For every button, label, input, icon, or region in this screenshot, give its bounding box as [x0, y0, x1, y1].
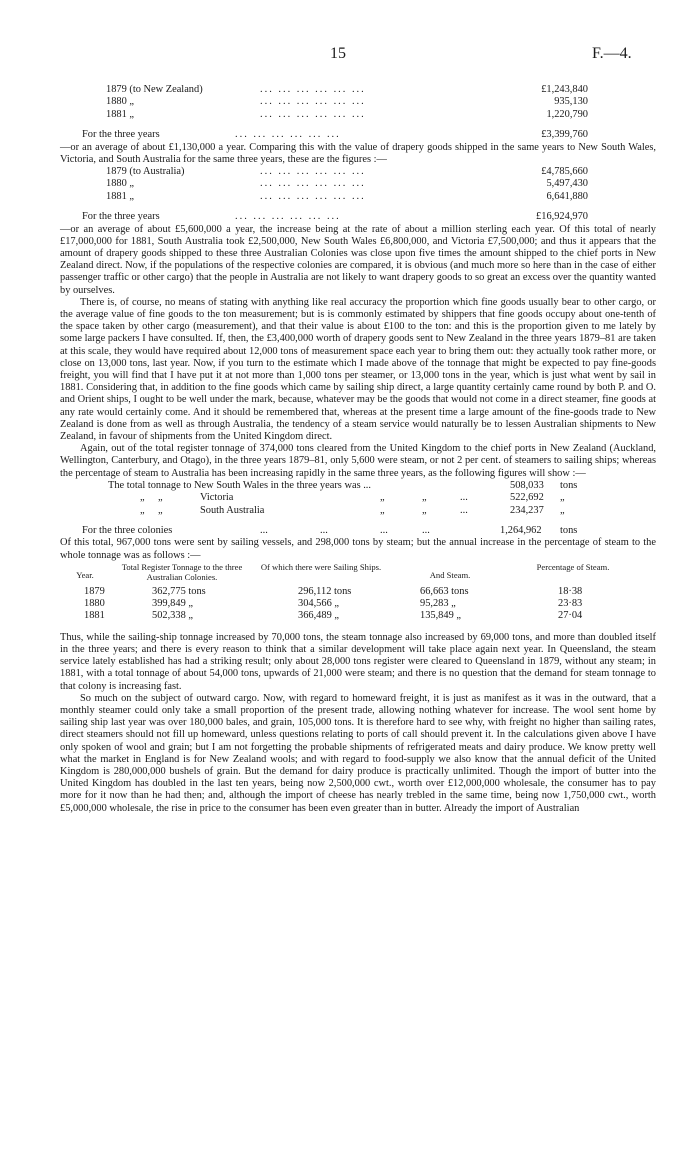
- table-total-row: For the three years ... ... ... ... ... ... £3,399,760: [82, 129, 588, 141]
- table-total-row: For the three years ... ... ... ... ... ... £16,924,970: [82, 211, 588, 223]
- table-row: 1881 502,338 „ 366,489 „ 135,849 „ 27·04: [84, 609, 583, 621]
- table-row: 1881 „ ... ... ... ... ... ... 6,641,880: [106, 190, 588, 202]
- table-row: 1881 „ ... ... ... ... ... ... 1,220,790: [106, 108, 588, 120]
- paragraph: So much on the subject of outward cargo. Now, with regard to homeward freight, it is just as manifest as it was in the outward, that a monthly steamer could only take a small proportion of the present trade, allowing nothing whatever for increase. The wool sent home by sailing ship last year was over 180,000 bales, and grain, 105,000 tons. It is therefore hard to see why, with freight no higher than sailing rates, direct steamers should not fill up homeward, unless questions relating to ports of call should prevent it. In the calculations given above I have only spoken of wool and grain; but I am not forgetting the probable shipments of refrigerated meats and dairy produce. We know pretty well what the market in England is for New Zealand wools; and with regard to food-supply we also know that the annual deficit of the United Kingdom is 280,000,000 bushels of grain. But the demand for dairy produce is practically unlimited. Though the import of butter into the United Kingdom has doubled in the last ten years, being now 2,500,000 cwt., worth over £12,000,000 wholesale, the consumer has to pay more for it now than he had then; and, although the import of cheese has nearly trebled in the same time, being now 1,750,000 cwt., worth £5,000,000 wholesale, the rise in price to the consumer has been even greater than in butter. Already the import of Australian: [60, 692, 656, 814]
- paragraph: Thus, while the sailing-ship tonnage increased by 70,000 tons, the steam tonnage also increased by 69,000 tons, and more than doubled itself in the three years; and there is every reason to think that a similar development will take place again next year. In Queensland, the steam service lately established has had a striking result; only about 28,000 tons register were cleared to Queensland in 1879, without any steam; in 1881, with a total tonnage of about 54,000 tons, upwards of 21,000 were steam; and there is no question that the demand for steam tonnage to that colony is increasing fast.: [60, 631, 656, 692]
- paragraph: Again, out of the total register tonnage of 374,000 tons cleared from the United Kingdom to the chief ports in New Zealand (Auckland, Wellington, Canterbury, and Otago), in the three years 1879–81, only 5,600 were steam, or not 2 per cent. of steamers to sailing ships; whereas the percentage of steam to Australia has been increasing rapidly in the same three years, as the following figures will show :—: [60, 443, 656, 479]
- table-row: 1880 399,849 „ 304,566 „ 95,283 „ 23·83: [84, 597, 583, 609]
- page-body: [60, 84, 656, 815]
- column-header: Total Register Tonnage to the three Australian Colonies.: [121, 561, 243, 582]
- tonnage-table: [60, 480, 656, 538]
- column-header: And Steam.: [429, 569, 471, 580]
- table-row: 1879 (to Australia) ... ... ... ... ... ... £4,785,660: [106, 165, 588, 177]
- paragraph: Of this total, 967,000 tons were sent by sailing vessels, and 298,000 tons by steam; but the annual increase in the percentage of steam to the whole tonnage was as follows :—: [60, 537, 656, 561]
- table-row: 1879 (to New Zealand) ... ... ... ... ... ... £1,243,840: [106, 84, 588, 95]
- column-header: Year.: [76, 569, 94, 580]
- nz-drapery-table: [60, 84, 656, 142]
- table-total-row: For the three colonies ... ... ... ... 1,264,962 tons: [82, 524, 578, 536]
- table-row: 1879 362,775 tons 296,112 tons 66,663 tons 18·38: [84, 585, 583, 597]
- page-number: 15: [330, 45, 346, 62]
- table-row: The total tonnage to New South Wales in the three years was ... 508,033 tons: [108, 479, 578, 491]
- document-reference: F.—4.: [592, 45, 632, 62]
- column-header: Of which there were Sailing Ships.: [260, 561, 382, 572]
- table-row: 1880 „ ... ... ... ... ... ... 5,497,430: [106, 178, 588, 190]
- paragraph: There is, of course, no means of stating with anything like real accuracy the proportion which fine goods usually bear to other cargo, or the average value of fine goods to the ton measurement; but is is commonly estimated by shippers that fine goods occupy about one-tenth of the space taken by other cargo (measurement), and that their value is about £100 to the ton: and this is the proportion given to me lately by some large packers I have consulted. If, then, the £3,400,000 worth of drapery goods sent to New Zealand in the three years 1879–81 are taken at this scale, they would have required about 12,000 tons of measurement space each year to bring them out: they actually took rather more, or close on 13,000 tons, last year. Now, if you turn to the estimate which I made above of the tonnage that might be expected to pay fine-goods freight, you will find that I have put it at not more than 1,000 tons per steamer, or 13,000 tons in the year, which is just what went by sail in 1881. Considering that, in addition to the fine goods which came by sailing ship direct, a large quantity certainly came round by both P. and O. and Orient ships, I ought to be well under the mark, because, whatever may be the goods that would not come in a direct steamer, fine goods at any rate would certainly come. And it should be remembered that, whereas at the present time a large amount of the fine-goods trade to New Zealand is done from as well as through Australia, the tendency of a steam service would naturally be to lessen Australian shipments to New Zealand, in favour of shipments from the United Kingdom direct.: [60, 296, 656, 442]
- table-row: „ „ South Australia „ „ ... 234,237 „: [140, 504, 565, 516]
- aus-drapery-table: [60, 166, 656, 224]
- table-row: 1880 „ ... ... ... ... ... ... 935,130: [106, 96, 588, 108]
- steam-percentage-table: [60, 562, 656, 632]
- paragraph: —or an average of about £1,130,000 a year. Comparing this with the value of drapery goods shipped in the same years to New South Wales, Victoria, and South Australia for the same three years, these are the figures :—: [60, 141, 656, 165]
- paragraph: —or an average of about £5,600,000 a year, the increase being at the rate of about a million sterling each year. Of this total of nearly £17,000,000 for 1881, South Australia took £2,500,000, New South Wales £6,800,000, and Victoria £7,500,000; and thus it appears that the amount of drapery goods shipped to these three Australian Colonies was close upon five times the amount shipped to the chief ports in New Zealand direct. Now, if the populations of the respective colonies are compared, it is obvious (and much more so here than in the case of either passenger traffic or other cargo) that the people in Australia are not likely to want drapery goods to so great an excess over the quantity wanted by ourselves.: [60, 223, 656, 296]
- column-header: Percentage of Steam.: [536, 561, 610, 572]
- table-row: „ „ Victoria „ „ ... 522,692 „: [140, 492, 565, 504]
